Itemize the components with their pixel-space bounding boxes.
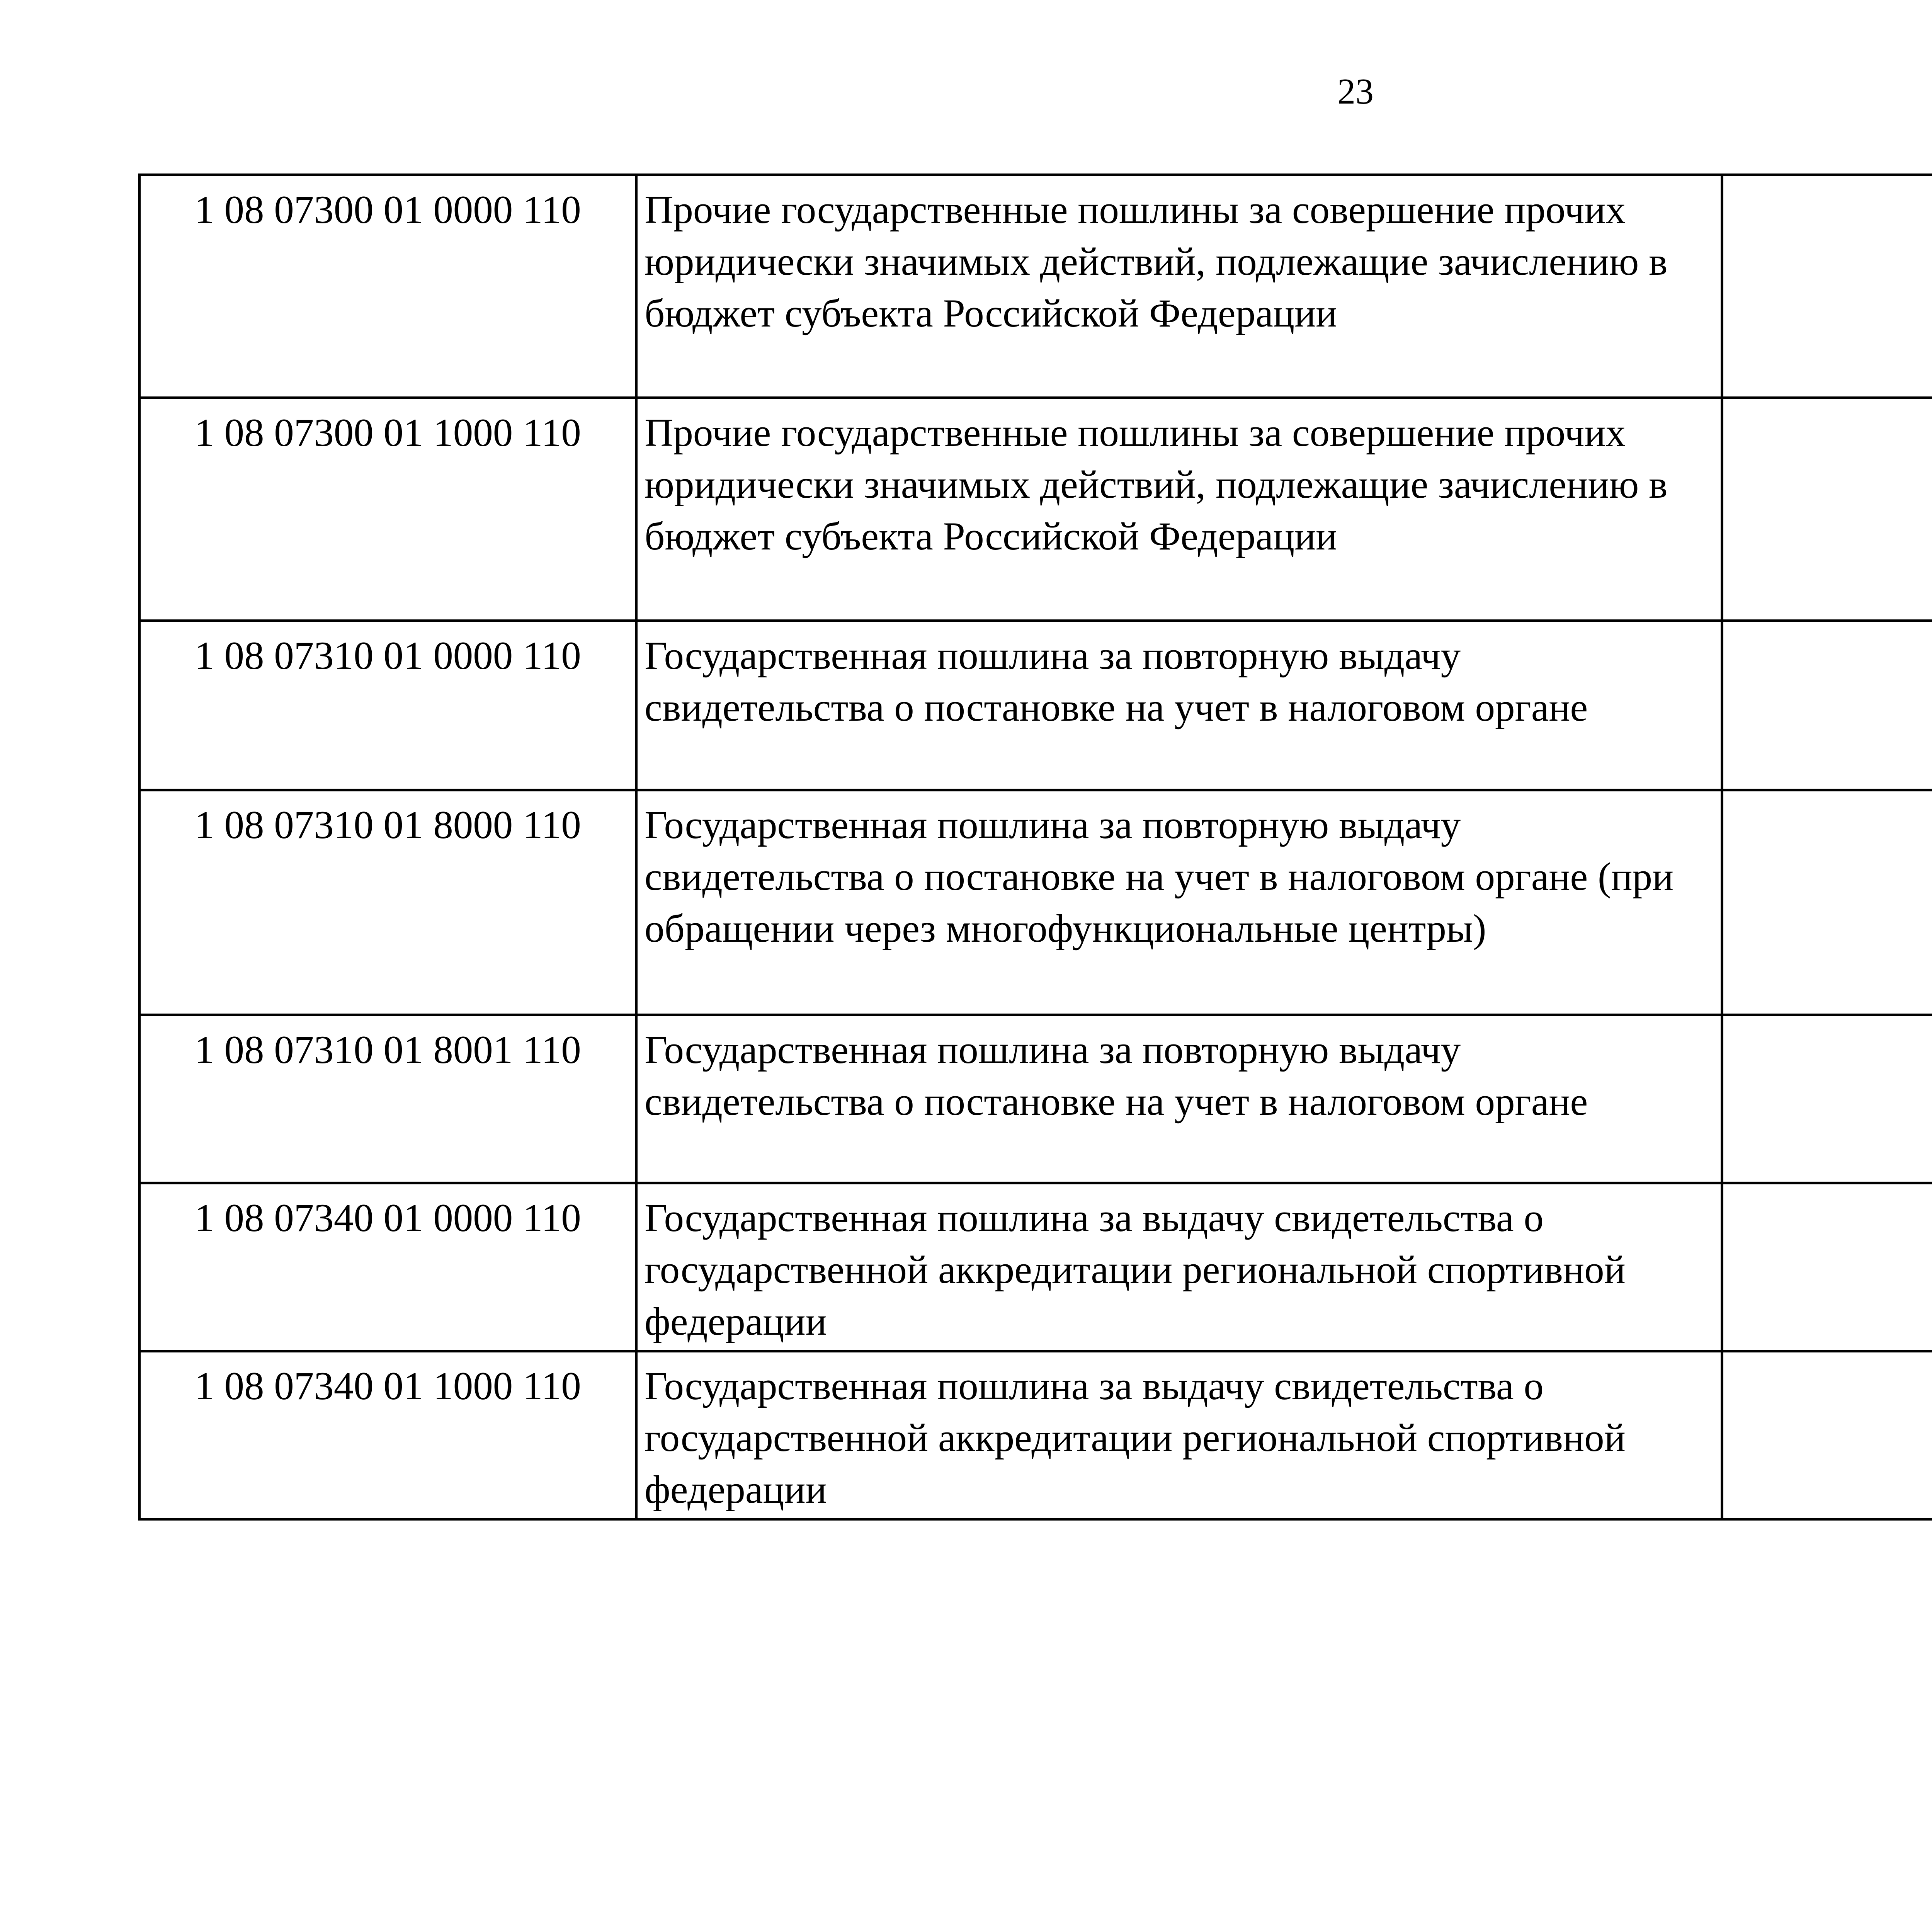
row-code: 1 08 07340 01 1000 110 bbox=[139, 1351, 636, 1519]
page-number: 23 bbox=[1337, 71, 1374, 112]
table-row bbox=[139, 1183, 1932, 1351]
row-name: Государственная пошлина за повторную выдачу свидетельства о постановке на учет в налоговом органе bbox=[636, 621, 1722, 790]
row-name: Государственная пошлина за повторную выдачу свидетельства о постановке на учет в налоговом органе (при обращении через многофункциональные центры) bbox=[636, 790, 1722, 1015]
table-row bbox=[139, 790, 1932, 1015]
row-code: 1 08 07310 01 8000 110 bbox=[139, 790, 636, 1015]
row-value-year-1 bbox=[1722, 1015, 1932, 1183]
row-name: Государственная пошлина за повторную выдачу свидетельства о постановке на учет в налоговом органе bbox=[636, 1015, 1722, 1183]
row-name: Государственная пошлина за выдачу свидетельства о государственной аккредитации региональной спортивной федерации bbox=[636, 1183, 1722, 1351]
budget-revenue-table bbox=[138, 173, 1932, 1521]
row-value-year-1 bbox=[1722, 1351, 1932, 1519]
row-code: 1 08 07340 01 0000 110 bbox=[139, 1183, 636, 1351]
row-value-year-1 bbox=[1722, 1183, 1932, 1351]
row-value-year-1 bbox=[1722, 621, 1932, 790]
table-row bbox=[139, 398, 1932, 621]
row-code: 1 08 07300 01 0000 110 bbox=[139, 175, 636, 398]
row-name: Государственная пошлина за выдачу свидетельства о государственной аккредитации региональной спортивной федерации bbox=[636, 1351, 1722, 1519]
row-value-year-1 bbox=[1722, 175, 1932, 398]
row-name: Прочие государственные пошлины за совершение прочих юридически значимых действий, подлежащие зачислению в бюджет субъекта Российской Федерации bbox=[636, 398, 1722, 621]
row-code: 1 08 07310 01 8001 110 bbox=[139, 1015, 636, 1183]
table-row bbox=[139, 1351, 1932, 1519]
row-code: 1 08 07310 01 0000 110 bbox=[139, 621, 636, 790]
table-row bbox=[139, 1015, 1932, 1183]
row-value-year-1 bbox=[1722, 790, 1932, 1015]
row-name: Прочие государственные пошлины за совершение прочих юридически значимых действий, подлежащие зачислению в бюджет субъекта Российской Федерации bbox=[636, 175, 1722, 398]
row-value-year-1 bbox=[1722, 398, 1932, 621]
table-row bbox=[139, 175, 1932, 398]
table-row bbox=[139, 621, 1932, 790]
row-code: 1 08 07300 01 1000 110 bbox=[139, 398, 636, 621]
